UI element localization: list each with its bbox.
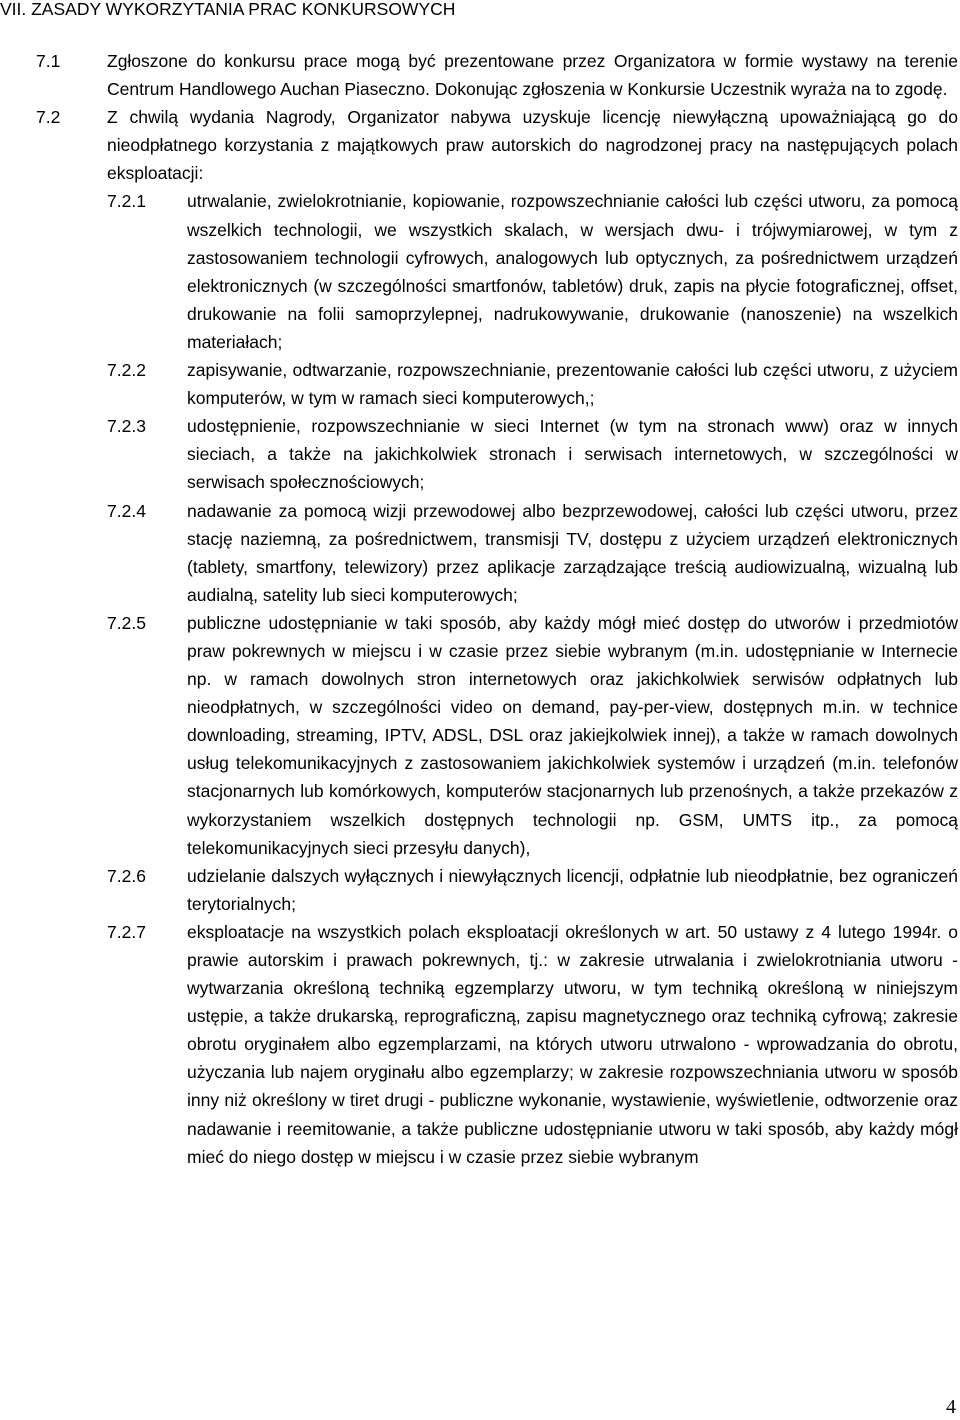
subclause-7-2-4 [0,497,958,609]
subclause-number: 7.2.7 [107,921,146,942]
subclause-text: zapisywanie, odtwarzanie, rozpowszechnianie, prezentowanie całości lub części utworu, z użyciem komputerów, w tym w ramach sieci komputerowych,; [187,360,958,409]
subclause-number: 7.2.5 [107,612,146,633]
section-heading: VII. ZASADY WYKORZYTANIA PRAC KONKURSOWYCH [0,0,456,19]
clause-text: Z chwilą wydania Nagrody, Organizator nabywa uzyskuje licencję niewyłączną upoważniającą go do nieodpłatnego korzystania z majątkowych praw autorskich do nagrodzonej pracy na następujących polach eksploatacji: [107,107,958,184]
clause-number: 7.1 [36,51,61,71]
subclause-7-2-7 [0,918,958,1171]
clause-7-2 [0,103,958,187]
clause-7-1 [0,47,958,103]
subclause-text: udostępnienie, rozpowszechnianie w sieci Internet (w tym na stronach www) oraz w innych sieciach, a także na jakichkolwiek stronach i serwisach internetowych, w szczególności w serwisach społecznościowych; [187,416,958,493]
clause-text: Zgłoszone do konkursu prace mogą być prezentowane przez Organizatora w formie wystawy na terenie Centrum Handlowego Auchan Piaseczno. Dokonując zgłoszenia w Konkursie Uczestnik wyraża na to zgodę. [107,51,958,100]
clause-7-2-sublist [0,187,958,1170]
subclause-number: 7.2.4 [107,500,146,521]
subclause-number: 7.2.6 [107,865,146,886]
subclause-7-2-6 [0,862,958,918]
subclause-number: 7.2.1 [107,191,146,212]
subclause-text: udzielanie dalszych wyłącznych i niewyłącznych licencji, odpłatnie lub nieodpłatnie, bez ograniczeń terytorialnych; [187,865,958,914]
subclause-7-2-3 [0,412,958,496]
subclause-7-2-2 [0,356,958,412]
subclause-text: nadawanie za pomocą wizji przewodowej albo bezprzewodowej, całości lub części utworu, przez stację naziemną, za pośrednictwem, transmisji TV, dostępu z użyciem urządzeń elektronicznych (tablety, smartfony, telewizory) przez aplikacje zarządzające treścią audiowizualną, wizualną lub audialną, satelity lub sieci komputerowych; [187,500,958,605]
subclause-number: 7.2.3 [107,416,146,437]
section-body [0,47,958,1171]
page-number: 4 [946,1396,956,1418]
subclause-text: utrwalanie, zwielokrotnianie, kopiowanie, rozpowszechnianie całości lub części utworu, za pomocą wszelkich technologii, we wszystkich skalach, w wersjach dwu- i trójwymiarowej, w tym z zastosowaniem technologii cyfrowych, analogowych lub optycznych, za pośrednictwem urządzeń elektronicznych (w szczególności smartfonów, tabletów) druk, zapis na płycie fotograficznej, offset, drukowanie na folii samoprzylepnej, nadrukowywanie, drukowanie (nanoszenie) na wszelkich materiałach; [187,191,958,352]
subclause-number: 7.2.2 [107,360,146,381]
subclause-7-2-1 [0,187,958,356]
subclause-text: publiczne udostępnianie w taki sposób, aby każdy mógł mieć dostęp do utworów i przedmiotów praw pokrewnych w miejscu i w czasie przez siebie wybranym (m.in. udostępnianie w Internecie np. w ramach dowolnych stron internetowych oraz jakichkolwiek serwisów odpłatnych lub nieodpłatnych, w szczególności video on demand, pay-per-view, dostępnych m.in. w technice downloading, streaming, IPTV, ADSL, DSL oraz jakiejkolwiek innej), a także w ramach dowolnych usług telekomunikacyjnych z zastosowaniem jakichkolwiek systemów i urządzeń (m.in. telefonów stacjonarnych lub komórkowych, komputerów stacjonarnych lub przenośnych, a także przekazów z wykorzystaniem wszelkich dostępnych technologii np. GSM, UMTS itp., za pomocą telekomunikacyjnych sieci przesyłu danych), [187,612,958,858]
clause-number: 7.2 [36,107,61,128]
subclause-text: eksploatacje na wszystkich polach eksploatacji określonych w art. 50 ustawy z 4 lutego 1994r. o prawie autorskim i prawach pokrewnych, tj.: w zakresie utrwalania i zwielokrotniania utworu - wytwarzania określoną techniką egzemplarzy utworu, w tym techniką określoną w niniejszym ustępie, a także drukarską, reprograficzną, zapisu magnetycznego oraz techniką cyfrową; zakresie obrotu oryginałem albo egzemplarzami, na których utworu utrwalono - wprowadzania do obrotu, użyczania lub najem oryginału albo egzemplarzy; w zakresie rozpowszechniania utworu w sposób inny niż określony w tiret drugi - publiczne wykonanie, wystawienie, wyświetlenie, odtworzenie oraz nadawanie i reemitowanie, a także publiczne udostępnianie utworu w taki sposób, aby każdy mógł mieć do niego dostęp w miejscu i w czasie przez siebie wybranym [187,921,958,1167]
subclause-7-2-5 [0,609,958,862]
